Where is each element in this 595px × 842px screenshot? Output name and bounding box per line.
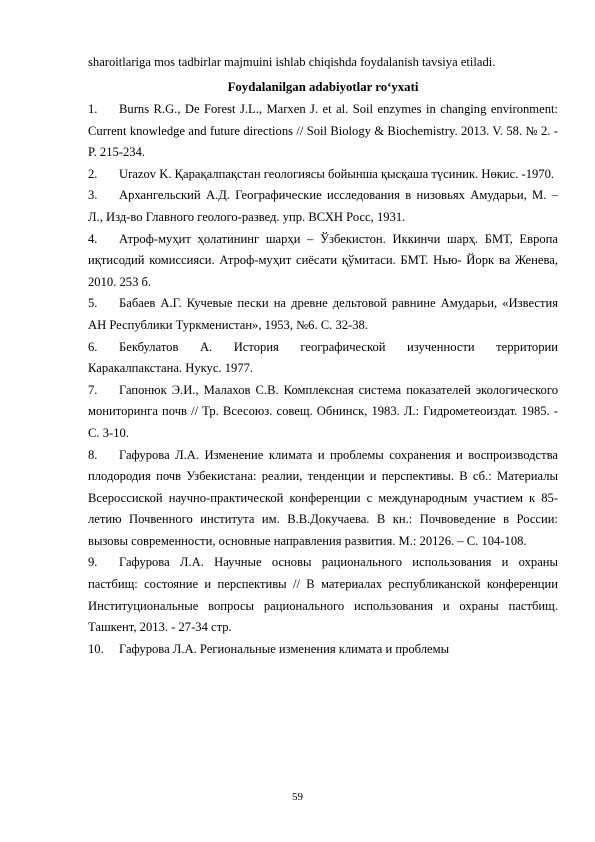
- reference-text: [88, 639, 558, 661]
- reference-item: [88, 445, 558, 553]
- reference-text: [88, 380, 558, 445]
- reference-item: [88, 639, 558, 661]
- reference-body: Бекбулатов А. История географической изученности территории Каракалпакстана. Нукус. 1977.: [88, 339, 558, 376]
- reference-body: Гафурова Л.А. Научные основы рационального использования и охраны пастбищ: состояние и перспективы // В материалах республиканской конференции Институциональные вопросы рационального использования и охраны пастбищ. Ташкент, 2013. - 27-34 стр.: [88, 555, 558, 635]
- reference-item: [88, 99, 558, 164]
- reference-item: [88, 293, 558, 336]
- reference-text: [88, 99, 558, 164]
- reference-item: [88, 552, 558, 638]
- reference-list: [88, 99, 558, 660]
- reference-number: 4.: [88, 231, 98, 246]
- reference-text: [88, 445, 558, 553]
- reference-text: [88, 164, 558, 186]
- reference-number: 1.: [88, 102, 98, 116]
- reference-item: [88, 380, 558, 445]
- reference-number: 9.: [88, 555, 98, 570]
- page-number: 59: [292, 791, 303, 803]
- reference-number: 10.: [88, 641, 104, 656]
- reference-body: Бабаев А.Г. Кучевые пески на древне дельтовой равнине Амударьи, «Известия АН Республики Туркменистан», 1953, №6. С. 32-38.: [88, 296, 558, 332]
- reference-number: 7.: [88, 382, 98, 397]
- reference-number: 8.: [88, 447, 98, 462]
- reference-item: [88, 337, 558, 380]
- reference-text: [88, 229, 558, 294]
- reference-body: Burns R.G., De Forest J.L., Marxen J. et al. Soil enzymes in changing environment: Current knowledge and future directions // Soil Biology & Biochemistry. 2013. V. 58. № 2. - P. 215-234.: [88, 102, 558, 160]
- reference-text: [88, 185, 558, 228]
- reference-text: [88, 552, 558, 638]
- reference-body: Гафурова Л.А. Региональные изменения климата и проблемы: [119, 641, 450, 656]
- reference-body: Гапонюк Э.И., Малахов С.В. Комплексная система показателей экологического мониторинга почв // Тр. Всесоюз. совещ. Обнинск, 1983. Л.: Гидрометеоиздат. 1985. - С. 3-10.: [88, 382, 558, 440]
- intro-text: sharoitlariga mos tadbirlar majmuini ishlab chiqishda foydalanish tavsiya etiladi.: [88, 55, 496, 69]
- reference-body: Атроф-муҳит ҳолатининг шарҳи – Ўзбекистон. Иккинчи шарҳ. БМТ, Европа иқтисодий комиссияси. Атроф-муҳит сиёсати қўмитаси. БМТ. Нью- Йорк ва Женева, 2010. 253 б.: [88, 231, 558, 289]
- reference-number: 5.: [88, 296, 98, 311]
- reference-item: [88, 185, 558, 228]
- reference-text: [88, 293, 558, 336]
- reference-number: 3.: [88, 188, 98, 203]
- reference-body: Гафурова Л.А. Изменение климата и проблемы сохранения и воспроизводства плодородия почв Узбекистана: реалии, тенденции и перспективы. В сб.: Материалы Всероссиской научно-практической конференции с международным участием к 85-летию Почвенного института им. В.В.Докучаева. В кн.: Почвоведение в России: вызовы современности, основные направления развития. М.: 20126. – С. 104-108.: [88, 447, 558, 548]
- reference-text: [88, 337, 558, 380]
- reference-number: 2.: [88, 166, 98, 181]
- reference-item: [88, 164, 558, 186]
- references-heading: Foydalanilgan adabiyotlar ro‘yxati: [227, 80, 419, 94]
- reference-item: [88, 229, 558, 294]
- reference-number: 6.: [88, 339, 98, 354]
- reference-body: Архангельский А.Д. Географические исследования в низовьях Амударьи, М. – Л., Изд-во Главного геолого-развед. упр. ВСХН Росс, 1931.: [88, 188, 558, 224]
- reference-body: Urazov K. Қарақалпақстан геологиясы бойынша қысқаша түсиник. Нөкис. -1970.: [119, 166, 555, 181]
